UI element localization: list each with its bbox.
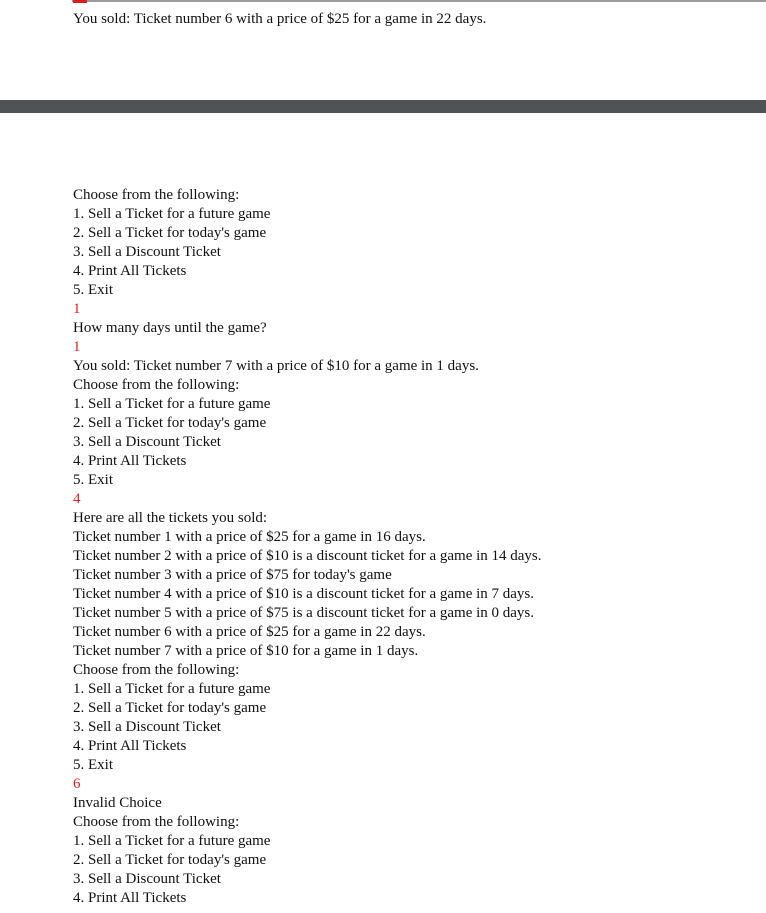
console-output-line: Choose from the following: bbox=[73, 377, 240, 393]
console-output-line: 1. Sell a Ticket for a future game bbox=[73, 396, 271, 412]
console-output-line: 5. Exit bbox=[73, 472, 113, 488]
console-output-line: Choose from the following: bbox=[73, 662, 240, 678]
console-output-line: 2. Sell a Ticket for today's game bbox=[73, 852, 267, 868]
console-output-line: Ticket number 3 with a price of $75 for today's game bbox=[73, 567, 392, 583]
console-output-line: How many days until the game? bbox=[73, 320, 267, 336]
console-output-line: 5. Exit bbox=[73, 757, 113, 773]
user-input-line: 1 bbox=[73, 301, 81, 317]
console-output-line: 1. Sell a Ticket for a future game bbox=[73, 206, 271, 222]
console-output-line: You sold: Ticket number 7 with a price of $10 for a game in 1 days. bbox=[73, 358, 479, 374]
console-output-line: 3. Sell a Discount Ticket bbox=[73, 244, 221, 260]
user-input-line: 6 bbox=[73, 776, 81, 792]
console-output-line: You sold: Ticket number 6 with a price of $25 for a game in 22 days. bbox=[73, 11, 487, 27]
console-output-line: Ticket number 1 with a price of $25 for a game in 16 days. bbox=[73, 529, 426, 545]
user-input-line: 4 bbox=[73, 491, 81, 507]
console-output-line: 4. Print All Tickets bbox=[73, 453, 187, 469]
console-output-line: Choose from the following: bbox=[73, 814, 240, 830]
console-output-line: Ticket number 7 with a price of $10 for a game in 1 days. bbox=[73, 643, 419, 659]
clipped-input-mark bbox=[73, 0, 87, 3]
console-output-line: 3. Sell a Discount Ticket bbox=[73, 434, 221, 450]
page-separator bbox=[0, 100, 766, 113]
console-output-line: 5. Exit bbox=[73, 282, 113, 298]
console-output-block bbox=[73, 186, 542, 908]
console-output-line: Invalid Choice bbox=[73, 795, 162, 811]
console-output-line: Ticket number 4 with a price of $10 is a discount ticket for a game in 7 days. bbox=[73, 586, 535, 602]
console-output-line: 4. Print All Tickets bbox=[73, 890, 187, 906]
console-output-line: 1. Sell a Ticket for a future game bbox=[73, 833, 271, 849]
console-output-line: Here are all the tickets you sold: bbox=[73, 510, 268, 526]
console-output-line: 3. Sell a Discount Ticket bbox=[73, 719, 221, 735]
console-output-line: Ticket number 2 with a price of $10 is a discount ticket for a game in 14 days. bbox=[73, 548, 542, 564]
console-output-line: 2. Sell a Ticket for today's game bbox=[73, 415, 267, 431]
console-output-line: 1. Sell a Ticket for a future game bbox=[73, 681, 271, 697]
console-output-line: Ticket number 5 with a price of $75 is a discount ticket for a game in 0 days. bbox=[73, 605, 535, 621]
console-output-line: Choose from the following: bbox=[73, 187, 240, 203]
console-output-line: Ticket number 6 with a price of $25 for a game in 22 days. bbox=[73, 624, 426, 640]
console-output-line: 2. Sell a Ticket for today's game bbox=[73, 700, 267, 716]
user-input-line: 1 bbox=[73, 339, 81, 355]
console-output-line: 2. Sell a Ticket for today's game bbox=[73, 225, 267, 241]
console-output-line: 4. Print All Tickets bbox=[73, 263, 187, 279]
console-output-line: 3. Sell a Discount Ticket bbox=[73, 871, 221, 887]
page-top-rule bbox=[72, 0, 766, 2]
console-output-line: 4. Print All Tickets bbox=[73, 738, 187, 754]
